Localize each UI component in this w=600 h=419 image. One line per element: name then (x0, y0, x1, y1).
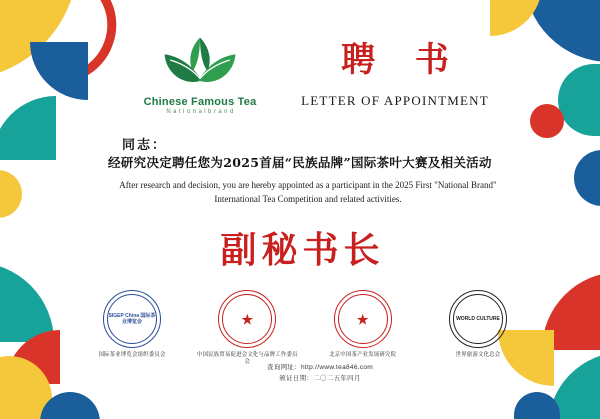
document-title-en: LETTER OF APPOINTMENT (301, 93, 489, 108)
seal-caption: 中国民族贸易促进会文化与品牌工作委员会 (197, 352, 298, 365)
seal-stamp-icon (334, 290, 392, 348)
decoration-teal-half-right (558, 64, 600, 136)
seal-stamp-icon (218, 290, 276, 348)
decoration-red-circle-right (530, 104, 564, 138)
logo-name: Chinese Famous Tea (143, 96, 257, 108)
salutation: 同志： (122, 138, 168, 153)
seal-inner-text: ★ (241, 311, 254, 327)
footer-website: 查询网址：http://www.tea846.com (266, 364, 374, 371)
logo-subtitle: N a t i o n a l b r a n d (166, 109, 234, 115)
decoration-yellow-half-left (0, 170, 22, 218)
body-text-en: After research and decision, you are hereby appointed as a participant in the 2025 First "National Brand" International Tea Competition and related activities. (119, 180, 497, 204)
brand-logo (140, 32, 260, 115)
footer (180, 362, 460, 384)
body-text-cn: 经研究决定聘任您为2025首届“民族品牌”国际茶叶大赛及相关活动 (108, 155, 492, 170)
footer-date: 颁证日期：二〇二五年四月 (279, 375, 361, 382)
seal-caption: 北京中国茶产业发展研究院 (329, 352, 397, 358)
seal-stamp-icon (449, 290, 507, 348)
decoration-blue-quarter-top-left (30, 42, 88, 100)
seal-item (195, 290, 299, 366)
award-title: 副秘书长 (220, 229, 385, 271)
tea-leaf-icon (144, 32, 256, 88)
seal-inner-text: WORLD CULTURE (456, 316, 500, 322)
seal-caption: 国际茶业博览会组织委员会 (98, 352, 166, 358)
seal-stamp-icon (103, 290, 161, 348)
seal-row (80, 290, 530, 366)
seal-item (80, 290, 184, 366)
seal-inner-text: ★ (356, 311, 369, 327)
seal-item (311, 290, 415, 366)
decoration-teal-quarter-bottom-left (0, 262, 54, 342)
document-title-cn: 聘 书 (341, 40, 463, 80)
title-block (250, 32, 540, 109)
seal-item (426, 290, 530, 366)
decoration-blue-half-bottom-right (514, 392, 560, 419)
decoration-blue-half-right (574, 150, 600, 206)
decoration-teal-quarter-left (0, 96, 56, 160)
seal-caption: 世界旅游文化总会 (455, 352, 501, 358)
seal-inner-text: SIGEP China 国际茶业博览会 (108, 313, 156, 325)
